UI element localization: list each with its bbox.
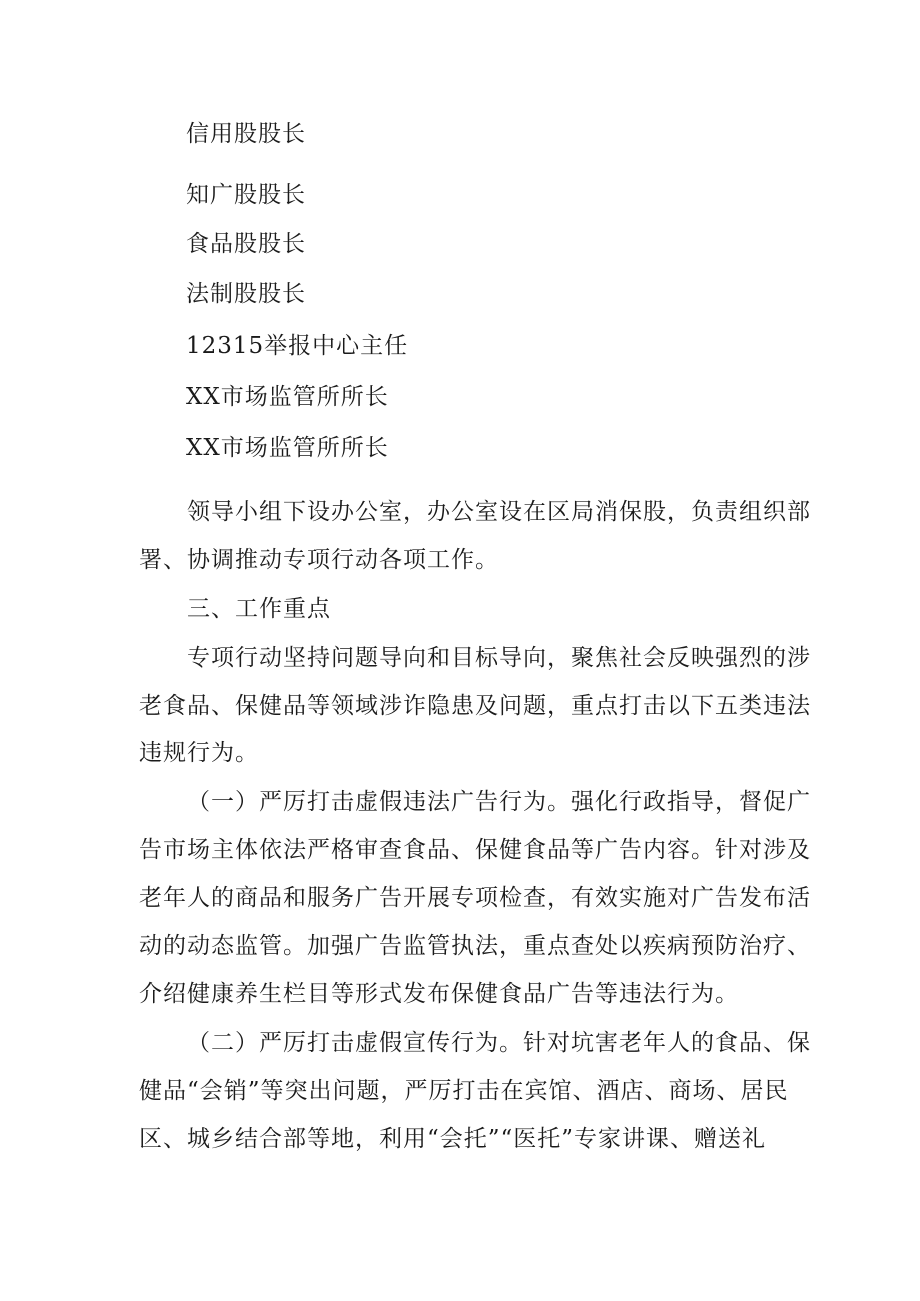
paragraph-focus-line: 专项行动坚持问题导向和目标导向，聚焦社会反映强烈的涉 xyxy=(187,645,811,671)
paragraph-item2-line: （二）严厉打击虚假宣传行为。针对坑害老年人的食品、保 xyxy=(187,1030,811,1056)
paragraph-item1-line: （一）严厉打击虚假违法广告行为。强化行政指导，督促广 xyxy=(187,789,811,815)
roster-item: 食品股股长 xyxy=(186,231,306,257)
roster-item: XX市场监管所所长 xyxy=(186,435,389,461)
roster-item: XX市场监管所所长 xyxy=(186,384,389,410)
paragraph-focus-line: 老食品、保健品等领域涉诈隐患及问题，重点打击以下五类违法 xyxy=(139,693,811,719)
paragraph-item1-line: 告市场主体依法严格审查食品、保健食品等广告内容。针对涉及 xyxy=(139,837,811,863)
paragraph-item1-line: 动的动态监管。加强广告监管执法，重点查处以疾病预防治疗、 xyxy=(139,933,811,959)
paragraph-office-line: 署、协调推动专项行动各项工作。 xyxy=(139,547,499,573)
paragraph-item1-line: 老年人的商品和服务广告开展专项检查，有效实施对广告发布活 xyxy=(139,885,811,911)
paragraph-item2-line: 区、城乡结合部等地，利用“会托”“医托”专家讲课、赠送礼 xyxy=(139,1126,767,1152)
paragraph-item2-line: 健品“会销”等突出问题，严厉打击在宾馆、酒店、商场、居民 xyxy=(139,1078,789,1104)
roster-item: 信用股股长 xyxy=(186,121,306,147)
paragraph-focus-line: 违规行为。 xyxy=(139,740,259,766)
section-heading: 三、工作重点 xyxy=(187,596,331,622)
roster-item: 12315举报中心主任 xyxy=(186,333,409,359)
paragraph-office-line: 领导小组下设办公室，办公室设在区局消保股，负责组织部 xyxy=(187,499,811,525)
roster-item: 法制股股长 xyxy=(186,281,306,307)
roster-item: 知广股股长 xyxy=(186,182,306,208)
paragraph-item1-line: 介绍健康养生栏目等形式发布保健食品广告等违法行为。 xyxy=(139,981,739,1007)
